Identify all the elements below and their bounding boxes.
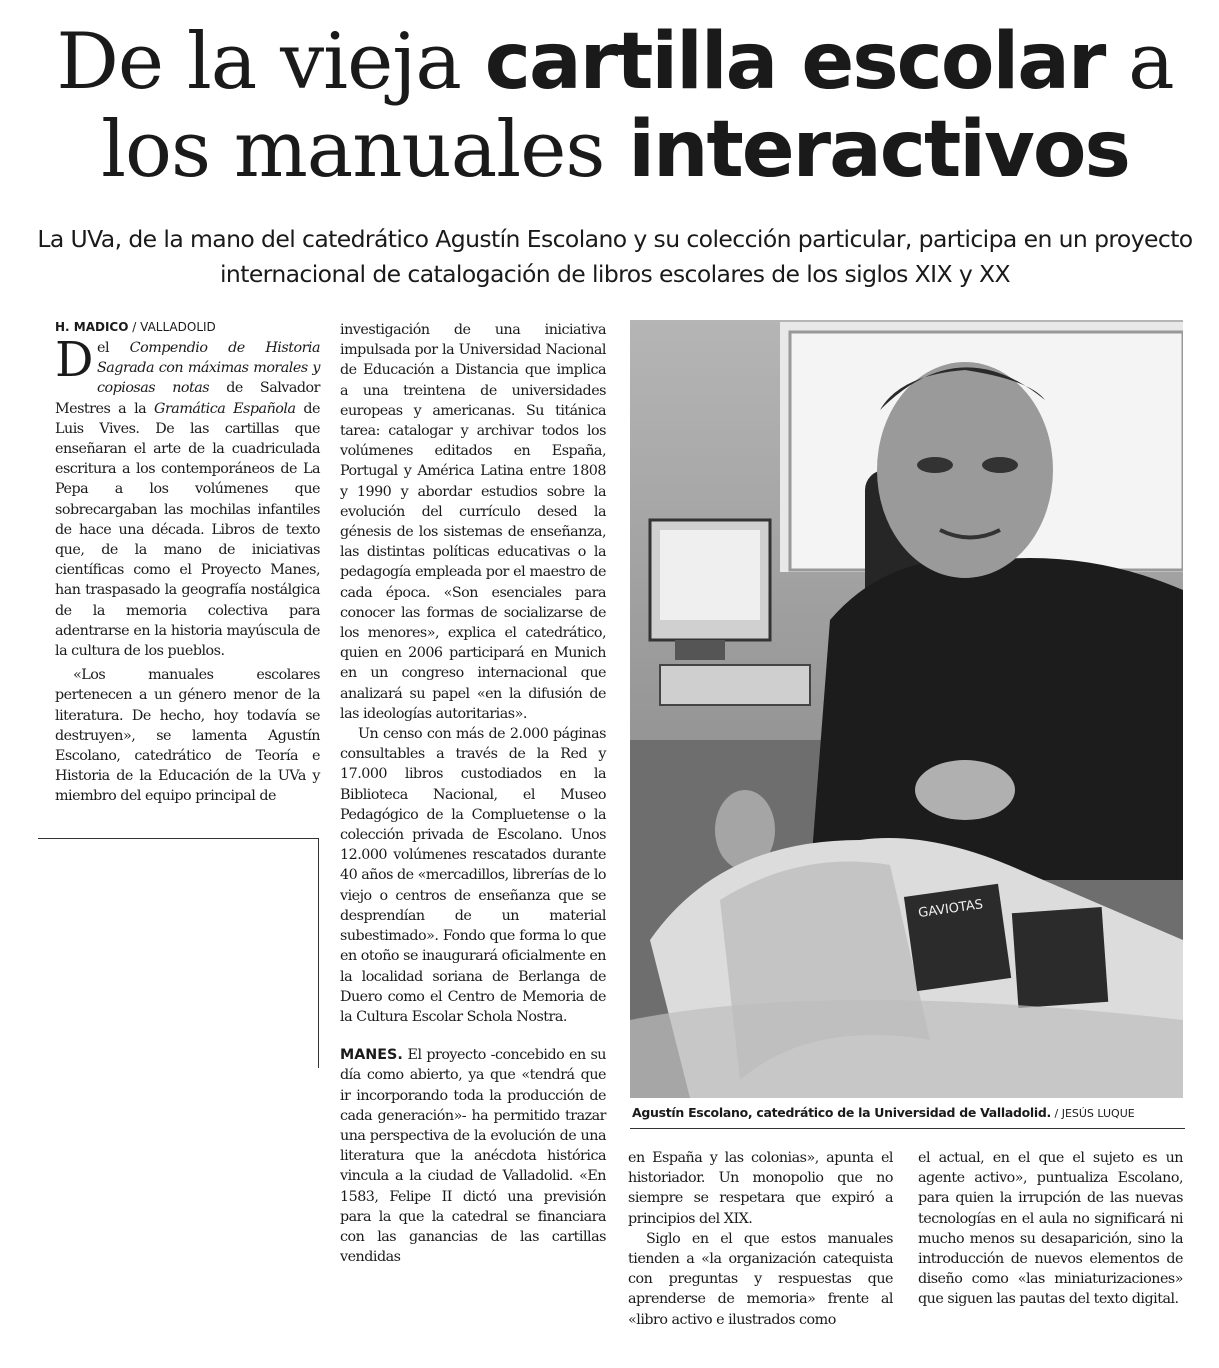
- paragraph: investigación de una iniciativa impulsada por la Universidad Nacional de Educación a Distancia que implica a una treintena de universidades europeas y americanas. Su titánica tarea: catalogar y archivar todos los volúmenes editados en España, Portugal y América Latina entre 1808 y 1990 y abordar estudios sobre la evolución del currículo desed la génesis de los sistemas de enseñanza, las distintas políticas educativas o la pedagogía empleada por el maestro de cada época. «Son esenciales para conocer las formas de socializarse de los menores», explica el catedrático, quien en 2006 participará en Munich en un congreso internacional que analizará su papel «en la difusión de las ideologías autoritarias».: [340, 322, 606, 722]
- article-column-3: [628, 1148, 893, 1330]
- section-keyword: MANES.: [340, 1047, 403, 1064]
- photo-caption: Agustín Escolano, catedrático de la Universidad de Valladolid. / JESÚS LUQUE: [632, 1105, 1135, 1120]
- paragraph: «Los manuales escolares pertenecen a un género menor de la literatura. De hecho, hoy todavía se destruyen», se lamenta Agustín Escolano, catedrático de Teoría e Historia de la Educación de la UVa y miembro del equipo principal de: [55, 667, 320, 805]
- paragraph-intro: Del Compendio de Historia Sagrada con máximas morales y copiosas notas de Salvador Mestres a la Gramática Española de Luis Vives. De las cartillas que enseñaran el arte de la cuadriculada escritura a los contemporáneos de La Pepa a los volúmenes que sobrecargaban las mochilas infantiles de hace una década. Libros de texto que, de la mano de iniciativas científicas como el Proyecto Manes, han traspasado la geografía nostálgica de la memoria colectiva para adentrarse en la historia mayúscula de la cultura de los pueblos.: [55, 332, 320, 660]
- subheadline: La UVa, de la mano del catedrático Agustín Escolano y su colección particular, participa en un proyecto internacional de catalogación de libros escolares de los siglos XIX y XX: [37, 225, 1193, 288]
- headline: [40, 18, 1190, 194]
- photo-man-with-book: [630, 320, 1183, 1098]
- column-divider-rule: [38, 838, 318, 839]
- article-column-4: [918, 1148, 1183, 1310]
- caption-rule: [630, 1128, 1185, 1129]
- byline: H. MADICO / VALLADOLID: [55, 320, 216, 334]
- paragraph: en España y las colonias», apunta el historiador. Un monopolio que no siempre se respetara que expiró a principios del XIX.: [628, 1150, 893, 1227]
- paragraph: el actual, en el que el sujeto es un agente activo», puntualiza Escolano, para quien la irrupción de las nuevas tecnologías en el aula no significará ni mucho menos su desaparición, sino la introducción de nuevos elementos de diseño como «las miniaturizaciones» que siguen las pautas del texto digital.: [918, 1150, 1183, 1308]
- book-title-text: GAVIOTAS: [917, 897, 984, 922]
- paragraph: Siglo en el que estos manuales tienden a «la organización catequista con preguntas y respuestas que aprenderse de memoria» frente al «libro activo e ilustrados como: [628, 1230, 893, 1328]
- drop-cap: D: [55, 332, 93, 388]
- paragraph: Un censo con más de 2.000 páginas consultables a través de la Red y 17.000 libros custodiados en la Biblioteca Nacional, el Museo Pedagógico de la Compluetense o la colección privada de Escolano. Unos 12.000 volúmenes rescatados durante 40 años de «mercadillos, librerías de lo viejo o centros de enseñanza que se desprendían de un material subestimado». Fondo que forma lo que en otoño se inaugurará oficialmente en la localidad soriana de Berlanga de Duero como el Centro de Memoria de la Cultura Escolar Schola Nostra.: [340, 726, 606, 1025]
- column-divider-rule: [318, 838, 319, 1068]
- headline-line2: los manuales interactivos: [101, 105, 1129, 195]
- photo-credit: / JESÚS LUQUE: [1051, 1107, 1135, 1120]
- article-photo: [630, 320, 1183, 1098]
- article-column-2: [340, 320, 606, 1267]
- headline-line1: De la vieja cartilla escolar a: [56, 17, 1174, 107]
- paragraph-section: MANES. El proyecto -concebido en su día como abierto, ya que «tendrá que ir incorporando toda la producción de cada generación»- ha permitido trazar una perspectiva de la evolución de una literatura que la anécdota histórica vincula a la ciudad de Valladolid. «En 1583, Felipe II dictó una previsión para la que la catedral se financiara con las ganancias de las cartillas vendidas: [340, 1047, 606, 1266]
- article-column-1: [55, 318, 320, 807]
